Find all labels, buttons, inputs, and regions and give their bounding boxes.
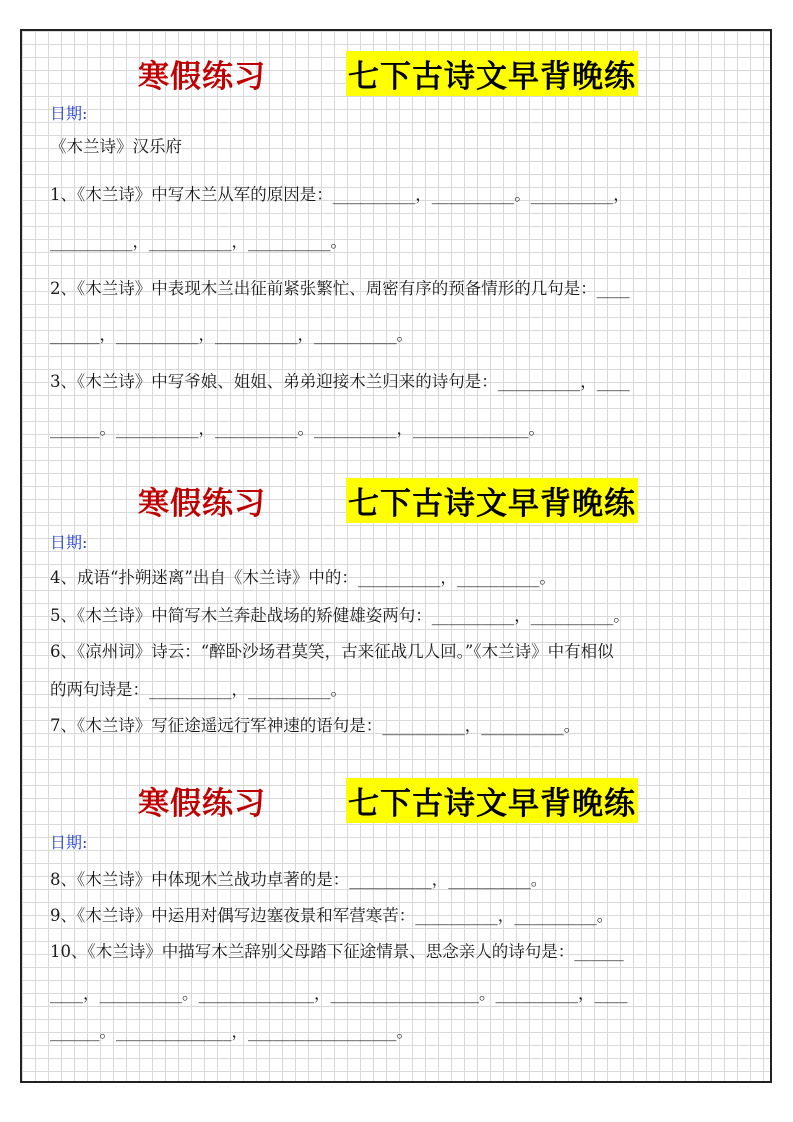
question-line: 9、《木兰诗》中运用对偶写边塞夜景和军营寒苦：__________，__________。	[50, 906, 614, 925]
header-title-left: 寒假练习	[138, 486, 266, 522]
question-line: 《木兰诗》汉乐府	[50, 137, 182, 156]
header-title-right: 七下古诗文早背晚练	[346, 51, 638, 96]
question-line: 2、《木兰诗》中表现木兰出征前紧张繁忙、周密有序的预备情形的几句是：____	[50, 279, 630, 298]
question-line: ______。__________，__________。__________，______________。	[50, 419, 545, 438]
section-header	[22, 476, 770, 522]
question-line: 5、《木兰诗》中简写木兰奔赴战场的矫健雄姿两句：__________，__________。	[50, 606, 630, 625]
date-label: 日期:	[50, 533, 88, 552]
header-title-left: 寒假练习	[138, 59, 266, 95]
question-line: ____，__________。______________，__________________。__________，____	[50, 984, 628, 1003]
question-line: 8、《木兰诗》中体现木兰战功卓著的是：__________，__________。	[50, 870, 548, 889]
question-line: 1、《木兰诗》中写木兰从军的原因是：__________，__________。__________，	[50, 185, 630, 204]
question-line: 6、《凉州词》诗云：“醉卧沙场君莫笑，古来征战几人回。”《木兰诗》中有相似	[50, 642, 614, 661]
question-line: __________，__________，__________。	[50, 232, 347, 251]
worksheet-page	[20, 29, 772, 1083]
question-line: 4、成语“扑朔迷离”出自《木兰诗》中的：__________，__________。	[50, 568, 556, 587]
question-line: 的两句诗是：__________，__________。	[50, 680, 347, 699]
header-title-left: 寒假练习	[138, 786, 266, 822]
question-line: 3、《木兰诗》中写爷娘、姐姐、弟弟迎接木兰归来的诗句是：__________，____	[50, 372, 630, 391]
question-line: ______。______________，__________________。	[50, 1022, 413, 1041]
header-title-right: 七下古诗文早背晚练	[346, 478, 638, 523]
question-line: 7、《木兰诗》写征途遥远行军神速的语句是：__________，__________。	[50, 716, 581, 735]
header-title-right: 七下古诗文早背晚练	[346, 778, 638, 823]
question-line: 10、《木兰诗》中描写木兰辞别父母踏下征途情景、思念亲人的诗句是：______	[50, 942, 624, 961]
date-label: 日期:	[50, 104, 88, 123]
section-header	[22, 49, 770, 95]
section-header	[22, 776, 770, 822]
date-label: 日期:	[50, 833, 88, 852]
question-line: ______，__________，__________，__________。	[50, 325, 413, 344]
